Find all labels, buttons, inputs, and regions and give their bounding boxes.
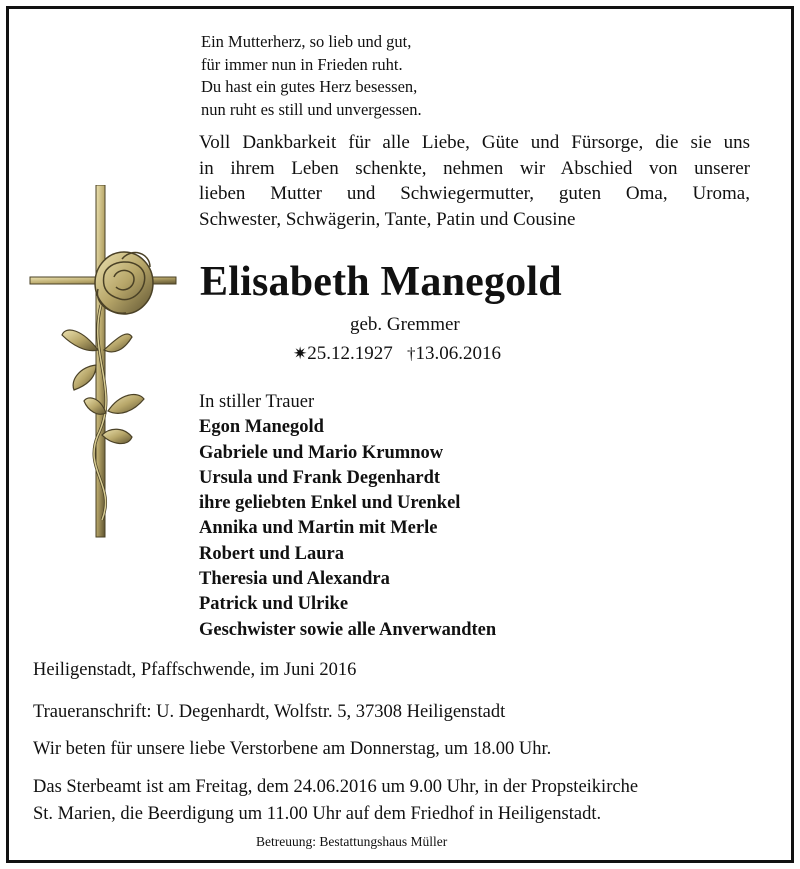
undertaker-credit: Betreuung: Bestattungshaus Müller bbox=[256, 834, 448, 849]
birth-name: geb. Gremmer bbox=[350, 314, 460, 335]
mourner-name: Gabriele und Mario Krumnow bbox=[199, 442, 444, 463]
mourner-name: Ursula und Frank Degenhardt bbox=[199, 467, 441, 488]
death-cross-icon: † bbox=[407, 344, 416, 363]
birth-date: 25.12.1927 bbox=[307, 343, 393, 364]
intro-line: in ihrem Leben schenkte, nehmen wir Abschied von unserer bbox=[199, 157, 750, 179]
mourning-address: Traueranschrift: U. Degenhardt, Wolfstr. 5, 37308 Heiligenstadt bbox=[33, 702, 506, 722]
poem-line: Du hast ein gutes Herz besessen, bbox=[201, 77, 418, 96]
birth-star-icon: ✷ bbox=[293, 344, 308, 363]
mourner-name: Egon Manegold bbox=[199, 417, 324, 438]
mourner-name: Geschwister sowie alle Anverwandten bbox=[199, 619, 497, 640]
deceased-name: Elisabeth Manegold bbox=[200, 259, 562, 305]
poem bbox=[201, 31, 422, 121]
requiem-line: Das Sterbeamt ist am Freitag, dem 24.06.2016 um 9.00 Uhr, in der Propsteikirche bbox=[33, 777, 639, 797]
poem-line: für immer nun in Frieden ruht. bbox=[201, 54, 403, 74]
mourners-intro: In stiller Trauer bbox=[199, 392, 315, 412]
intro-text bbox=[199, 130, 750, 232]
life-dates bbox=[293, 343, 501, 365]
cross-rose-icon bbox=[28, 185, 178, 540]
prayer-service: Wir beten für unsere liebe Verstorbene am Donnerstag, um 18.00 Uhr. bbox=[33, 739, 552, 759]
poem-line: Ein Mutterherz, so lieb und gut, bbox=[201, 32, 412, 51]
place-date: Heiligenstadt, Pfaffschwende, im Juni 2016 bbox=[33, 660, 357, 680]
death-date: 13.06.2016 bbox=[415, 343, 501, 364]
requiem-info bbox=[33, 774, 638, 828]
mourners-list bbox=[199, 390, 496, 643]
mourner-name: Theresia und Alexandra bbox=[199, 569, 390, 590]
requiem-line: St. Marien, die Beerdigung um 11.00 Uhr auf dem Friedhof in Heiligenstadt. bbox=[33, 804, 602, 824]
mourner-name: Robert und Laura bbox=[199, 543, 344, 564]
mourner-name: Annika und Martin mit Merle bbox=[199, 518, 438, 539]
mourner-name: ihre geliebten Enkel und Urenkel bbox=[199, 493, 461, 514]
intro-line: lieben Mutter und Schwiegermutter, guten Oma, Uroma, bbox=[199, 183, 750, 204]
poem-line: nun ruht es still und unvergessen. bbox=[201, 99, 422, 119]
intro-line: Schwester, Schwägerin, Tante, Patin und Cousine bbox=[199, 208, 576, 230]
mourner-name: Patrick und Ulrike bbox=[199, 594, 349, 615]
intro-line: Voll Dankbarkeit für alle Liebe, Güte und Fürsorge, die sie uns bbox=[199, 132, 750, 153]
